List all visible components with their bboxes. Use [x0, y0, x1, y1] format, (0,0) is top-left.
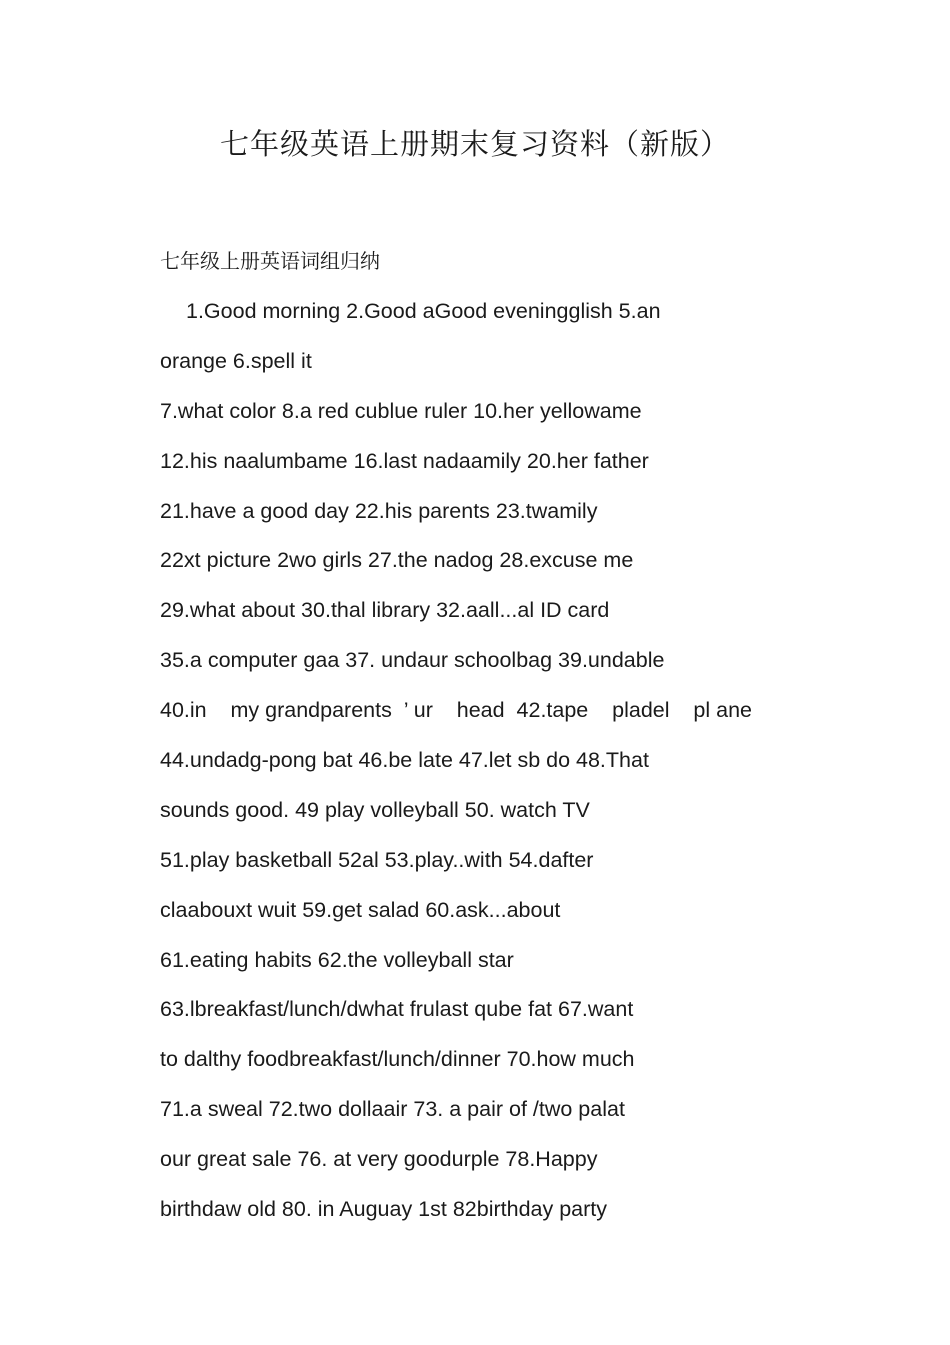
phrase-line: sounds good. 49 play volleyball 50. watch TV: [160, 797, 590, 822]
phrase-line: 1.Good morning 2.Good aGood eveningglish 5.an: [186, 299, 661, 323]
phrase-line: 12.his naalumbame 16.last nadaamily 20.her father: [160, 448, 649, 473]
phrase-line: 63.lbreakfast/lunch/dwhat frulast qube fat 67.want: [160, 997, 634, 1022]
phrase-line: 35.a computer gaa 37. undaur schoolbag 39.undable: [160, 648, 665, 673]
phrase-line: orange 6.spell it: [160, 348, 312, 373]
phrase-line: 40.in my grandparents ’ ur head 42.tape pladel pl ane: [160, 698, 753, 723]
phrase-line: 61.eating habits 62.the volleyball star: [160, 947, 514, 972]
phrase-line: birthdaw old 80. in Auguay 1st 82birthday party: [160, 1197, 608, 1222]
phrase-line: 51.play basketball 52al 53.play..with 54.dafter: [160, 847, 594, 872]
phrase-line: claabouxt wuit 59.get salad 60.ask...about: [160, 897, 561, 922]
phrase-line: 29.what about 30.thal library 32.aall...al ID card: [160, 598, 610, 623]
phrase-list: [160, 296, 810, 1244]
phrase-line: to dalthy foodbreakfast/lunch/dinner 70.how much: [160, 1047, 635, 1072]
phrase-line: 7.what color 8.a red cublue ruler 10.her yellowame: [160, 398, 642, 423]
phrase-line: 21.have a good day 22.his parents 23.twamily: [160, 498, 598, 523]
phrase-line: 71.a sweal 72.two dollaair 73. a pair of /two palat: [160, 1097, 625, 1122]
phrase-line: 22xt picture 2wo girls 27.the nadog 28.excuse me: [160, 548, 634, 573]
phrase-line: 44.undadg-pong bat 46.be late 47.let sb do 48.That: [160, 748, 649, 773]
section-heading: 七年级上册英语词组归纳: [160, 249, 380, 273]
phrase-line: our great sale 76. at very goodurple 78.Happy: [160, 1147, 598, 1172]
document-title: 七年级英语上册期末复习资料（新版）: [219, 127, 730, 161]
